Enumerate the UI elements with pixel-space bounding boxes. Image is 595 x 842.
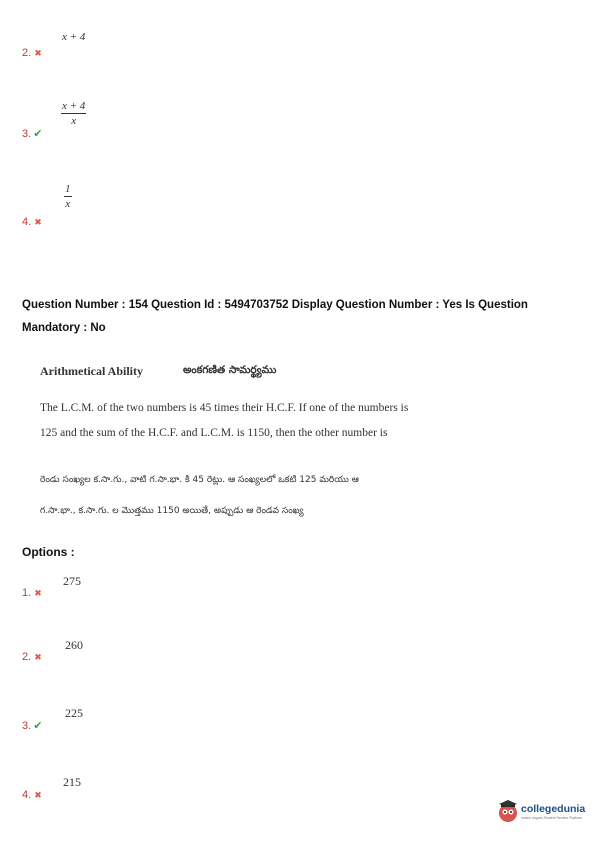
section-title-en: Arithmetical Ability [40,364,143,378]
brand-tagline: India's largest Student Review Platform [521,815,582,820]
option-1-value: 275 [63,574,81,588]
cross-icon: ✖ [34,588,42,598]
cross-icon: ✖ [34,652,42,662]
check-icon: ✔ [33,720,43,732]
question-header [22,295,582,338]
options-label: Options : [22,545,75,559]
cross-icon: ✖ [34,217,42,227]
prev-option-4-number: 4. ✖ [22,216,42,228]
option-3-value: 225 [65,706,83,720]
option-3-number: 3. ✔ [22,720,43,732]
question-text-te-line2: గ.సా.భా., క.సా.గు. ల మొత్తము 1150 అయితే, అప్పుడు ఆ రెండవ సంఖ్య [40,506,304,516]
question-header-line1: Question Number : 154 Question Id : 5494703752 Display Question Number : Yes Is Question [22,299,528,311]
option-2-number: 2. ✖ [22,651,42,663]
option-4-value: 215 [63,775,81,789]
brand-name: collegedunia [521,803,586,815]
check-icon: ✔ [33,128,43,140]
question-text-en-line1: The L.C.M. of the two numbers is 45 times their H.C.F. If one of the numbers is [40,402,409,414]
brand-logo [497,800,585,824]
prev-option-3-fraction: $\frac{x + 4}{x}$ [62,100,86,127]
prev-option-2-number: 2. ✖ [22,47,42,59]
prev-option-3-number: 3. ✔ [22,128,43,140]
question-header-line2: Mandatory : No [22,322,106,334]
question-text-te-line1: రెండు సంఖ్యల క.సా.గు., వాటి గ.సా.భా. కి 45 రెట్లు. ఆ సంఖ్యలలో ఒకటి 125 మరియు ఆ [40,475,359,485]
section-title-te: అంకగణిత సామర్థ్యము [183,364,277,376]
cross-icon: ✖ [34,48,42,58]
question-text-en-line2: 125 and the sum of the H.C.F. and L.C.M. is 1150, then the other number is [40,427,388,439]
mascot-icon [497,800,519,824]
cross-icon: ✖ [34,790,42,800]
option-4-number: 4. ✖ [22,789,42,801]
option-1-number: 1. ✖ [22,587,42,599]
option-2-value: 260 [65,638,83,652]
prev-option-4-fraction: $\frac{1}{x}$ [65,183,71,210]
prev-option-2-expression: x + 4 [62,31,86,43]
